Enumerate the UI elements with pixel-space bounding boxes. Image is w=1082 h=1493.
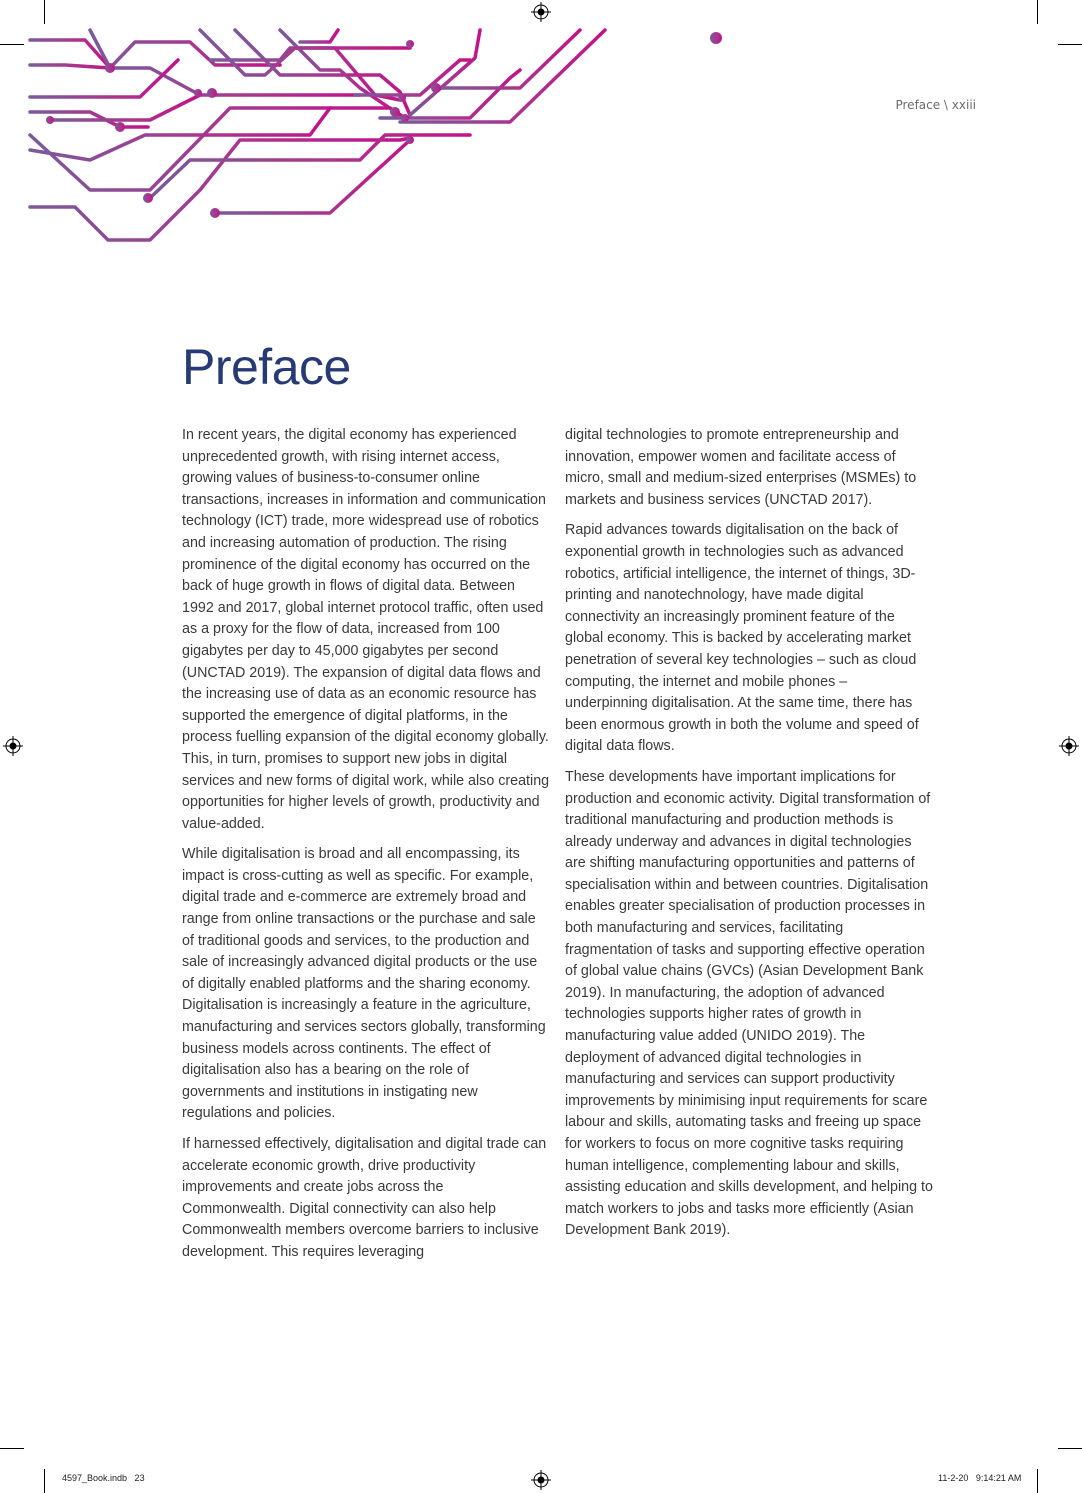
registration-mark-icon (531, 2, 551, 22)
body-column-left (182, 425, 550, 1273)
crop-mark (1058, 44, 1082, 45)
print-timestamp: 11-2-20 9:14:21 AM (938, 1473, 1022, 1483)
crop-mark (1037, 1469, 1038, 1493)
registration-mark-icon (1059, 736, 1079, 756)
crop-mark (1058, 1448, 1082, 1449)
paragraph: While digitalisation is broad and all encompassing, its impact is cross-cutting as well as specific. For example, digital trade and e-commerce are extremely broad and range from online transactions or the purchase and sale of traditional goods and services, to the production and sale of increasingly advanced digital products or the use of digitally enabled platforms and the sharing economy. Digitalisation is increasingly a feature in the agriculture, manufacturing and services sectors globally, transforming business models across continents. The effect of digitalisation also has a bearing on the role of governments and institutions in instigating new regulations and policies. (182, 846, 546, 1122)
crop-mark (0, 1448, 24, 1449)
registration-mark-icon (531, 1470, 551, 1490)
circuit-graphic (0, 0, 740, 260)
paragraph: These developments have important implications for production and economic activity. Digital transformation of traditional manufacturing and production methods is already underway and advances in digital technologies are shifting manufacturing opportunities and patterns of specialisation within and between countries. Digitalisation enables greater specialisation of production processes in both manufacturing and services, facilitating fragmentation of tasks and supporting effective operation of global value chains (GVCs) (Asian Development Bank 2019). In manufacturing, the adoption of advanced technologies supports higher rates of growth in manufacturing value added (UNIDO 2019). The deployment of advanced digital technologies in manufacturing and services can support productivity improvements by minimising input requirements for scare labour and skills, automating tasks and freeing up space for workers to focus on more cognitive tasks requiring human intelligence, complementing labour and skills, assisting education and skills development, and helping to match workers to jobs and tasks more efficiently (Asian Development Bank 2019). (565, 768, 933, 1239)
paragraph: In recent years, the digital economy has experienced unprecedented growth, with rising internet access, growing values of business-to-consumer online transactions, increases in information and communication technology (ICT) trade, more widespread use of robotics and increasing automation of production. The rising prominence of the digital economy has occurred on the back of huge growth in flows of digital data. Between 1992 and 2017, global internet protocol traffic, often used as a proxy for the flow of data, increased from 100 gigabytes per day to 45,000 gigabytes per second (UNCTAD 2019). The expansion of digital data flows and the increasing use of data as an economic resource has supported the emergence of digital platforms, in the process fuelling expansion of the digital economy globally. This, in turn, promises to support new jobs in digital services and new forms of digital work, while also creating opportunities for higher levels of growth, productivity and value-added. (182, 427, 550, 832)
running-head: Preface \ xxiii (895, 98, 976, 112)
crop-mark (44, 0, 45, 24)
file-slug: 4597_Book.indb 23 (62, 1473, 145, 1483)
body-column-right (565, 425, 933, 1251)
paragraph: If harnessed effectively, digitalisation and digital trade can accelerate economic growth, drive productivity improvements and create jobs across the Commonwealth. Digital connectivity can also help Commonwealth members overcome barriers to inclusive development. This requires leveraging (182, 1136, 547, 1260)
crop-mark (1037, 0, 1038, 24)
paragraph: Rapid advances towards digitalisation on the back of exponential growth in technologies such as advanced robotics, artificial intelligence, the internet of things, 3D-printing and nanotechnology, have made digital connectivity an increasingly prominent feature of the global economy. This is backed by accelerating market penetration of several key technologies – such as cloud computing, the internet and mobile phones – underpinning digitalisation. At the same time, there has been enormous growth in both the volume and speed of digital data flows. (565, 522, 919, 755)
paragraph: digital technologies to promote entrepreneurship and innovation, empower women and facilitate access of micro, small and medium-sized enterprises (MSMEs) to markets and business services (UNCTAD 2017). (565, 427, 917, 508)
crop-mark (0, 44, 24, 45)
crop-mark (44, 1469, 45, 1493)
registration-mark-icon (3, 736, 23, 756)
page-title: Preface (182, 339, 351, 395)
